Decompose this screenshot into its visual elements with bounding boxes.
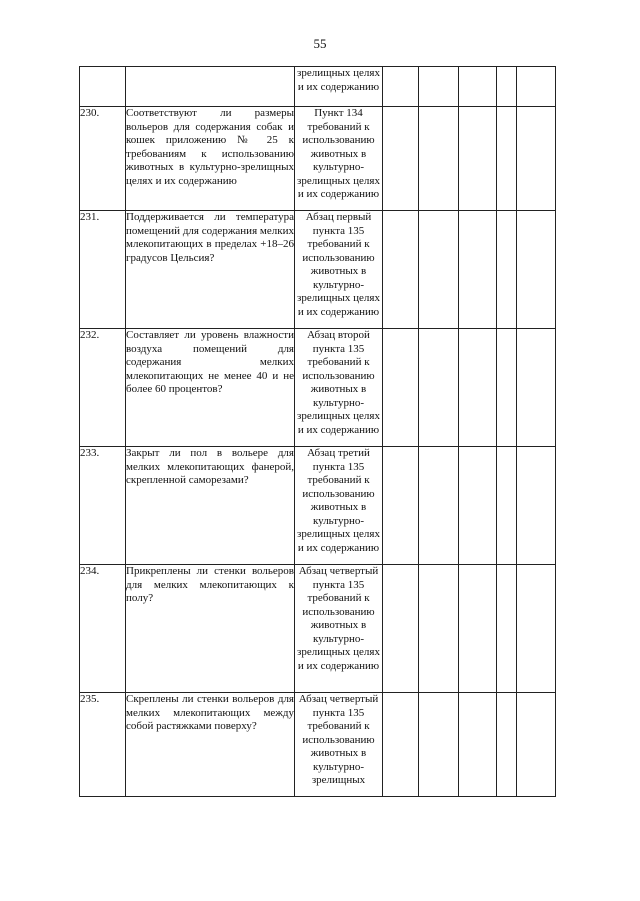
page-number: 55 xyxy=(313,36,327,51)
answer-cell xyxy=(419,565,459,693)
item-number: 232. xyxy=(80,329,126,447)
question-text: Скреплены ли стенки вольеров для мелких млекопитающих между собой растяжками поверху? xyxy=(126,693,295,797)
question-text: Поддерживается ли температура помещений для содержания мелких млекопитающих в пределах +18–26 градусов Цельсия? xyxy=(126,211,295,329)
answer-cell xyxy=(383,211,419,329)
table-row xyxy=(80,107,556,211)
reference-text: Абзац четвертый пункта 135 требований к использованию животных в культурно-зрелищных xyxy=(295,693,383,797)
table-row xyxy=(80,329,556,447)
answer-cell xyxy=(419,211,459,329)
answer-cell xyxy=(383,693,419,797)
answer-cell xyxy=(497,67,517,107)
answer-cell xyxy=(459,211,497,329)
answer-cell xyxy=(383,565,419,693)
answer-cell xyxy=(517,211,556,329)
answer-cell xyxy=(517,447,556,565)
question-text xyxy=(126,67,295,107)
answer-cell xyxy=(459,67,497,107)
answer-cell xyxy=(497,693,517,797)
question-text: Закрыт ли пол в вольере для мелких млекопитающих фанерой, скрепленной саморезами? xyxy=(126,447,295,565)
reference-text: Пункт 134 требований к использованию животных в культурно-зрелищных целях и их содержанию xyxy=(295,107,383,211)
answer-cell xyxy=(517,67,556,107)
table-row xyxy=(80,211,556,329)
answer-cell xyxy=(517,107,556,211)
answer-cell xyxy=(517,565,556,693)
table-row xyxy=(80,67,556,107)
answer-cell xyxy=(497,565,517,693)
table-row xyxy=(80,565,556,693)
answer-cell xyxy=(419,107,459,211)
answer-cell xyxy=(419,447,459,565)
question-text: Составляет ли уровень влажности воздуха помещений для содержания мелких млекопитающих не менее 40 и не более 60 процентов? xyxy=(126,329,295,447)
answer-cell xyxy=(419,67,459,107)
answer-cell xyxy=(517,693,556,797)
answer-cell xyxy=(383,67,419,107)
reference-text: Абзац второй пункта 135 требований к использованию животных в культурно-зрелищных целях и их содержанию xyxy=(295,329,383,447)
item-number: 231. xyxy=(80,211,126,329)
answer-cell xyxy=(419,693,459,797)
reference-text: Абзац третий пункта 135 требований к использованию животных в культурно-зрелищных целях и их содержанию xyxy=(295,447,383,565)
item-number: 230. xyxy=(80,107,126,211)
item-number: 234. xyxy=(80,565,126,693)
reference-text: Абзац первый пункта 135 требований к использованию животных в культурно-зрелищных целях и их содержанию xyxy=(295,211,383,329)
table-row xyxy=(80,447,556,565)
item-number: 233. xyxy=(80,447,126,565)
reference-text: Абзац четвертый пункта 135 требований к использованию животных в культурно-зрелищных целях и их содержанию xyxy=(295,565,383,693)
answer-cell xyxy=(517,329,556,447)
answer-cell xyxy=(497,447,517,565)
answer-cell xyxy=(459,693,497,797)
answer-cell xyxy=(383,447,419,565)
reference-text: зрелищных целях и их содержанию xyxy=(295,67,383,107)
question-text: Соответствуют ли размеры вольеров для содержания собак и кошек приложению № 25 к требованиям к использованию животных в культурно-зрелищных целях и их содержанию xyxy=(126,107,295,211)
answer-cell xyxy=(497,329,517,447)
answer-cell xyxy=(459,329,497,447)
answer-cell xyxy=(419,329,459,447)
answer-cell xyxy=(383,107,419,211)
answer-cell xyxy=(459,565,497,693)
checklist-table xyxy=(79,66,556,797)
question-text: Прикреплены ли стенки вольеров для мелких млекопитающих к полу? xyxy=(126,565,295,693)
answer-cell xyxy=(459,107,497,211)
answer-cell xyxy=(497,107,517,211)
answer-cell xyxy=(383,329,419,447)
table-row xyxy=(80,693,556,797)
item-number: 235. xyxy=(80,693,126,797)
item-number xyxy=(80,67,126,107)
answer-cell xyxy=(459,447,497,565)
answer-cell xyxy=(497,211,517,329)
